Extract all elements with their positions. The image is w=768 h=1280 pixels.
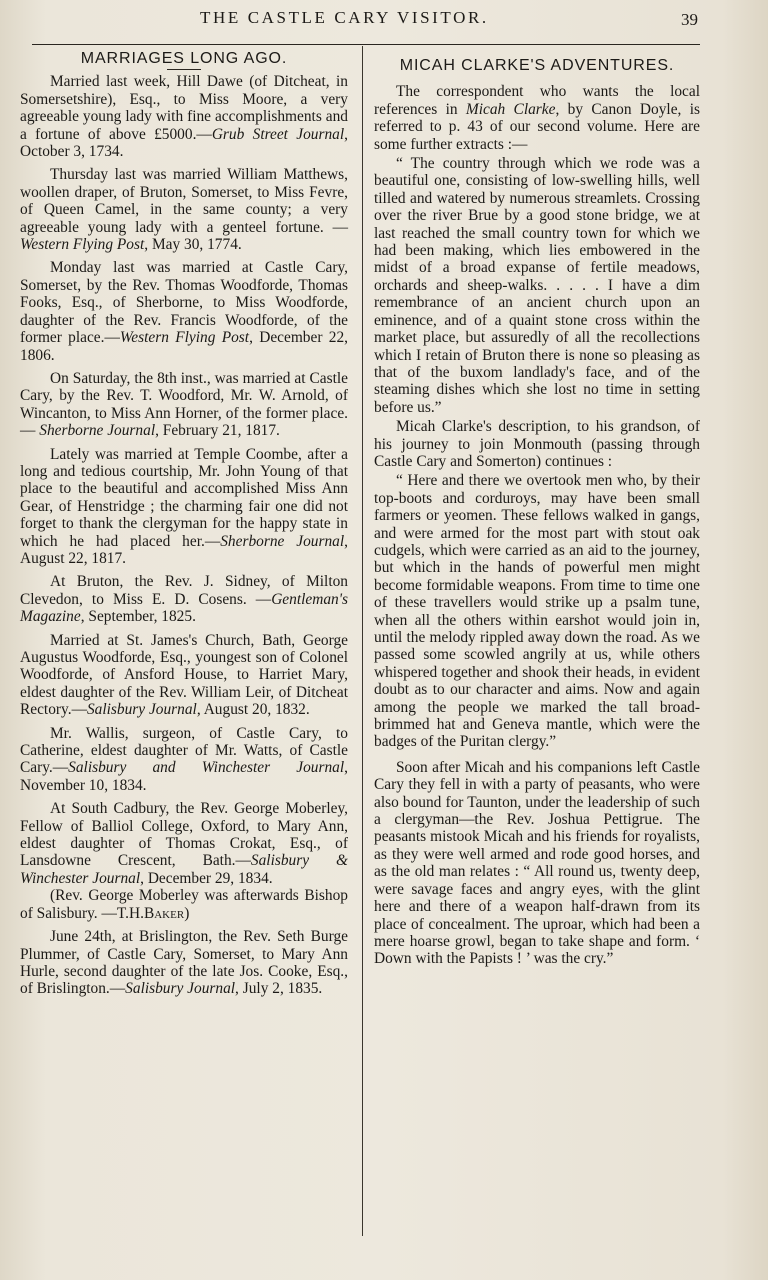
entry-source: Western Flying Post — [20, 236, 145, 254]
article-paragraph — [374, 83, 700, 153]
paragraph-text: “ Here and there we overtook men who, by their top-boots and corduroys, may have been small farmers or yeomen. These fellows walked in gangs, and were armed for the most part with stout oak cudgels, which were carried as an aid to the journey, but which in the hands of powerful men might become formidable weapons. From time to time one of these travellers would strike up a psalm tune, when all the others within earshot would join in, until the melody rippled away down the road. As we passed some scowled angrily at us, while others whispered together and shook their heads, in evident doubt as to our character and aims. Now and again among the people we marked the tall broad-brimmed hat and Geneva mantle, which were the badges of the Puritan clergy.” — [374, 472, 700, 751]
entry-text: Lately was married at Temple Coombe, after a long and tedious courtship, Mr. John Young of that place to the beautiful and accomplished Miss Ann Gear, of Henstridge ; the charming fair one did not forget to thank the clergyman for the happy state in which he had placed her.— — [20, 445, 348, 550]
marriage-entry — [20, 259, 348, 363]
heading-rule — [167, 69, 201, 70]
paragraph-text: The correspondent who wants the local references in — [374, 83, 700, 118]
entry-date: , October 3, 1734. — [20, 125, 348, 161]
entry-date: , February 21, 1817. — [155, 422, 280, 440]
article-paragraph — [374, 418, 700, 470]
marriages-heading: MARRIAGES LONG AGO. — [80, 50, 288, 67]
editor-note — [20, 887, 348, 922]
note-close: ) — [184, 904, 190, 922]
marriage-entry — [20, 573, 348, 625]
entry-text: Married at St. James's Church, Bath, George Augustus Woodforde, Esq., youngest son of Colonel Woodforde, of Ansford House, to Harriet Mary, eldest daughter of the Rev. William Leir, of Ditcheat Rectory.— — [20, 631, 348, 719]
entry-date: , November 10, 1834. — [20, 759, 348, 794]
left-column — [20, 46, 348, 1004]
entry-source: Salisbury & Winchester Journal — [20, 852, 348, 887]
entry-date: , December 29, 1834. — [140, 869, 273, 887]
entry-source: Gentleman's Magazine — [20, 590, 348, 626]
entry-text: At Bruton, the Rev. J. Sidney, of Milton Clevedon, to Miss E. D. Cosens. — — [20, 573, 348, 608]
entry-text: Monday last was married at Castle Cary, Somerset, by the Rev. Thomas Woodforde, Thomas Fooks, Esq., of Sherborne, to Miss Woodforde, daughter of the Rev. Francis Woodforde, of the former place.— — [20, 259, 348, 347]
entry-date: , August 20, 1832. — [196, 701, 310, 719]
entry-date: , September, 1825. — [80, 608, 196, 626]
note-signature: Baker — [143, 904, 185, 922]
entry-date: , August 22, 1817. — [20, 532, 349, 567]
entry-source: Grub Street Journal — [211, 125, 345, 143]
paragraph-text-cont: , by Canon Doyle, is referred to p. 43 of our second volume. Here are some further extracts :— — [374, 100, 700, 153]
entry-text: Married last week, Hill Dawe (of Ditcheat, in Somersetshire), Esq., to Miss Moore, a very agreeable young lady with fine accomplishments and a fortune of above £5000.— — [20, 73, 348, 143]
micah-clarke-heading: MICAH CLARKE'S ADVENTURES. — [399, 57, 675, 74]
entry-text: Thursday last was married William Matthews, woollen draper, of Bruton, Somerset, to Miss Fevre, of Queen Camel, in the same county; a very agreeable young lady with a genteel fortune. — — [20, 166, 348, 236]
entry-text: Mr. Wallis, surgeon, of Castle Cary, to Catherine, eldest daughter of Mr. Watts, of Castle Cary.— — [20, 724, 348, 777]
paragraph-text: “ The country through which we rode was a beautiful one, consisting of low-swelling hills, well tilled and watered by numerous streamlets. Crossing over the river Brue by a good stone bridge, we at last reached the small country town for which we had been making, which lies embowered in the midst of a broad expanse of fertile meadows, orchards and sheep-walks. . . . . I have a dim remembrance of an ancient church upon an eminence, and of a quaint stone cross within the market place, but assuredly of all the recollections which I retain of Bruton there is none so pleasing as that of the buxom landlady's face, and of the steaming dishes which she lost no time in setting before us.” — [374, 155, 700, 416]
marriage-entry — [20, 632, 348, 719]
quoted-passage — [374, 155, 700, 416]
entry-source: Salisbury and Winchester Journal — [68, 759, 345, 777]
entry-text: On Saturday, the 8th inst., was married at Castle Cary, by the Rev. T. Woodford, Mr. W. Arnold, of Wincanton, to Miss Ann Horner, of the former place.— — [20, 369, 348, 440]
entry-date: , May 30, 1774. — [144, 236, 242, 254]
marriage-entry — [20, 725, 348, 795]
marriage-entry — [20, 73, 348, 160]
marriage-entry — [20, 166, 348, 253]
marriage-entry — [20, 446, 348, 568]
marriage-entry — [20, 928, 348, 998]
marriage-entry — [20, 800, 348, 887]
entry-source: Western Flying Post — [119, 329, 250, 347]
publication-title: THE CASTLE CARY VISITOR. — [200, 8, 489, 27]
entry-text: June 24th, at Brislington, the Rev. Seth Burge Plummer, of Castle Cary, Somerset, to Mary Ann Hurle, second daughter of the late Jos. Cooke, Esq., of Brislington.— — [20, 928, 348, 998]
running-header — [0, 6, 768, 36]
article-paragraph — [374, 759, 700, 968]
right-column — [374, 46, 700, 970]
entry-source: Sherborne Journal — [39, 422, 156, 440]
paragraph-text: Micah Clarke's description, to his grandson, of his journey to join Monmouth (passing through Castle Cary and Somerton) continues : — [374, 418, 700, 470]
paragraph-text: Soon after Micah and his companions left Castle Cary they fell in with a party of peasants, who were also bound for Taunton, under the leadership of such a clergyman—the Rev. Joshua Pettigrue. The peasants mistook Micah and his friends for royalists, as they were well armed and rode good horses, and as the old man relates : “ All round us, twenty deep, were savage faces and angry eyes, with the glint here and there of a weapon half-drawn from its place of concealment. The uproar, which had been a mere hoarse growl, began to take shape and form. ‘ Down with the Papists ! ’ was the cry.” — [374, 758, 700, 968]
entry-date: , July 2, 1835. — [235, 980, 323, 998]
entry-source: Salisbury Journal — [125, 980, 236, 998]
book-title: Micah Clarke — [465, 100, 556, 118]
quoted-passage — [374, 472, 700, 751]
header-rule — [32, 44, 700, 45]
entry-date: , December 22, 1806. — [20, 329, 348, 364]
column-divider — [362, 46, 363, 1236]
entry-source: Sherborne Journal — [220, 532, 345, 550]
marriage-entry — [20, 370, 348, 440]
page-number: 39 — [681, 10, 698, 29]
note-text: (Rev. George Moberley was afterwards Bishop of Salisbury. —T.H. — [20, 887, 348, 922]
entry-source: Salisbury Journal — [86, 701, 197, 719]
entry-text: At South Cadbury, the Rev. George Moberley, Fellow of Balliol College, Oxford, to Mary Ann, eldest daughter of Thomas Crokat, Esq., of Lansdowne Crescent, Bath.— — [20, 800, 348, 870]
